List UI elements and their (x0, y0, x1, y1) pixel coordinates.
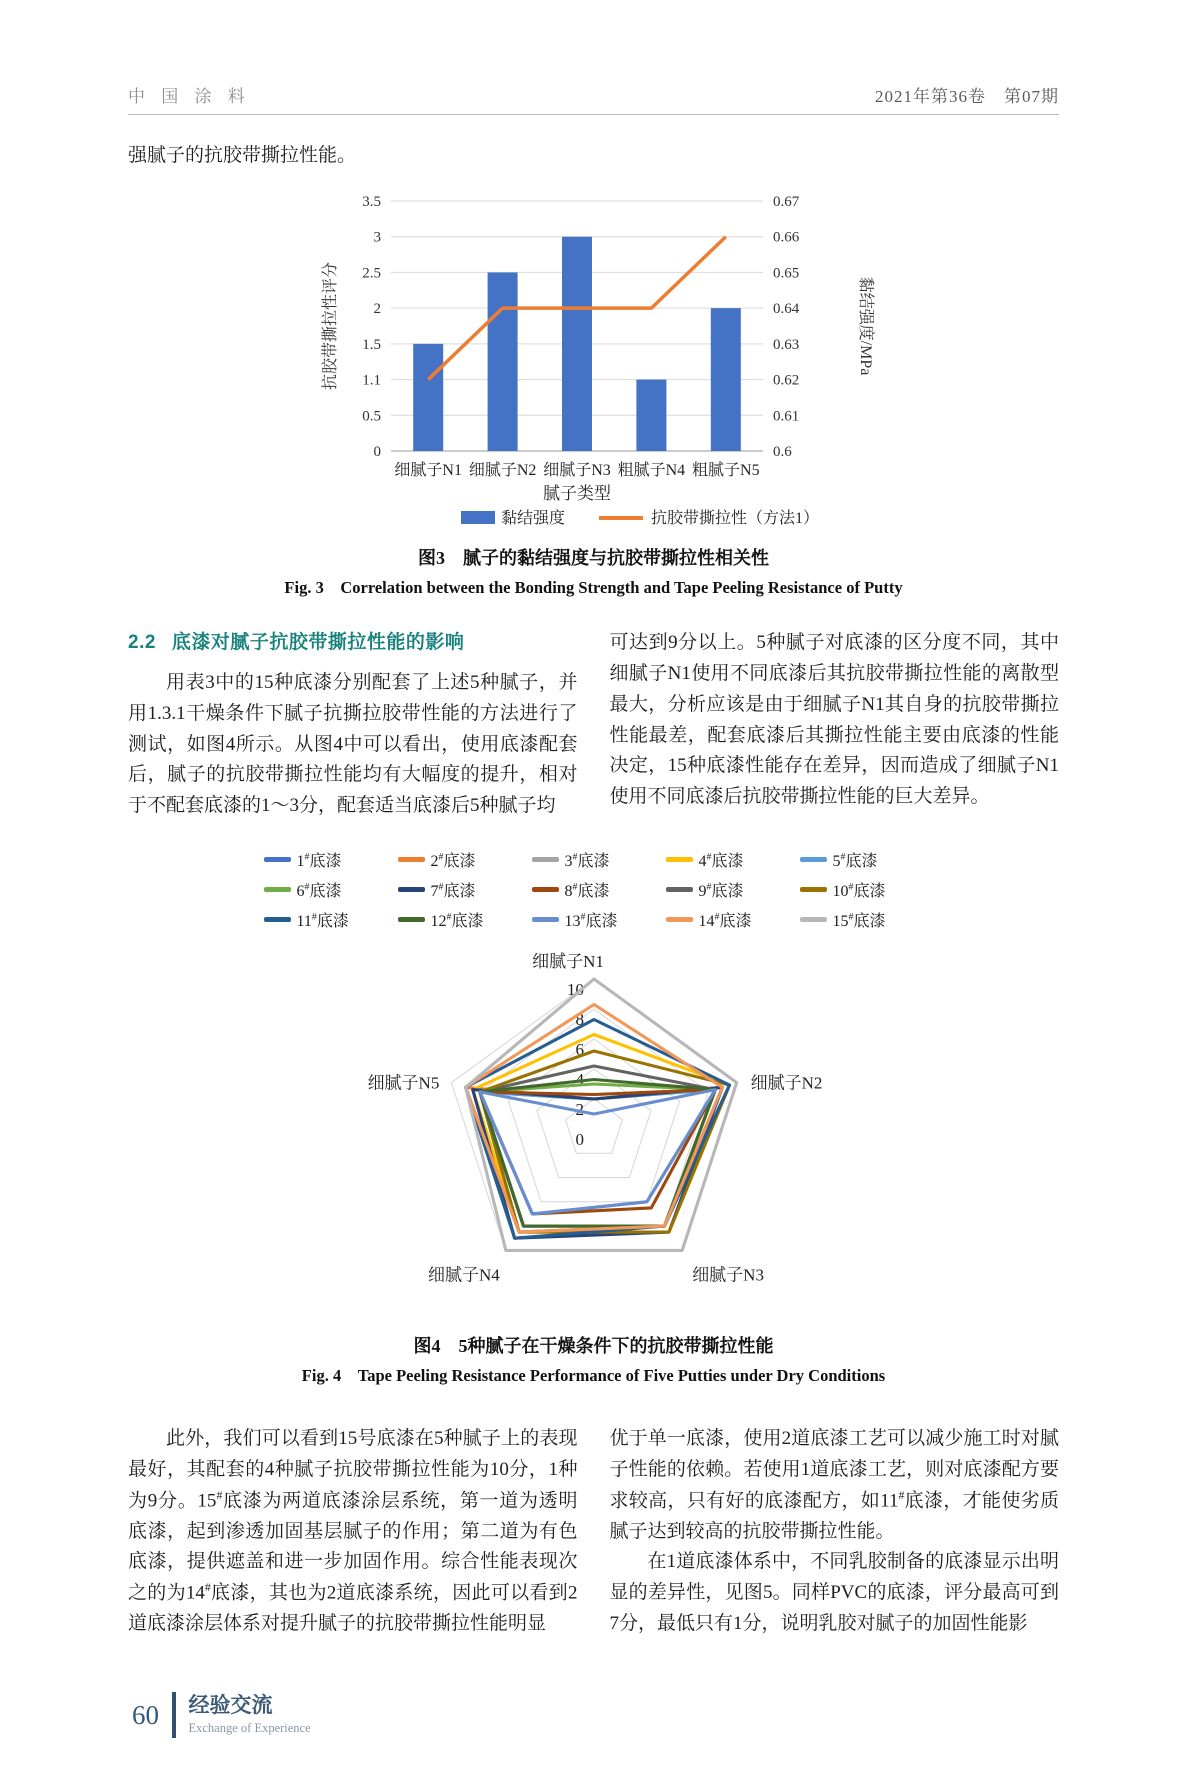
page-footer (132, 1692, 1059, 1738)
bar (636, 380, 666, 451)
fig4-caption-zh: 图4 5种腻子在干燥条件下的抗胶带撕拉性能 (413, 1335, 774, 1356)
legend-bar-label: 黏结强度 (500, 510, 565, 528)
footer-column-block (189, 1694, 311, 1735)
left-axis-tick: 2.5 (361, 265, 381, 282)
legend-swatch (532, 857, 559, 862)
legend-item-3 (532, 848, 656, 871)
legend-item-1 (264, 848, 388, 871)
legend-swatch (264, 887, 291, 892)
section-2-2-left-column (128, 628, 578, 822)
legend-label: 12#底漆 (430, 911, 484, 930)
left-axis-title: 抗胶带撕拉性评分 (321, 262, 339, 391)
legend-label: 8#底漆 (564, 881, 610, 900)
legend-label: 13#底漆 (564, 911, 618, 930)
legend-swatch (264, 917, 291, 922)
legend-item-11 (264, 908, 388, 931)
footer-column-en: Exchange of Experience (188, 1720, 311, 1735)
legend-line-label: 抗胶带撕拉性（方法1） (650, 510, 819, 528)
radar-tick: 8 (575, 1009, 584, 1029)
section-title: 底漆对腻子抗胶带撕拉性能的影响 (171, 632, 465, 654)
legend-swatch (666, 887, 693, 892)
legend-item-10 (800, 878, 924, 901)
discussion-section (128, 1424, 1059, 1640)
legend-label: 10#底漆 (832, 881, 886, 900)
legend-label: 2#底漆 (430, 851, 476, 870)
fig3-caption-en: Fig. 3 Correlation between the Bonding Strength and Tape Peeling Resistance of Putty (284, 578, 903, 598)
x-axis-title: 腻子类型 (542, 484, 611, 504)
right-axis-tick: 0.62 (772, 372, 799, 389)
left-axis-tick: 1.5 (361, 337, 381, 354)
left-axis-tick: 2 (373, 301, 381, 318)
legend-item-15 (800, 908, 924, 931)
left-axis-tick: 1.1 (361, 372, 381, 389)
fig4-legend (264, 848, 924, 931)
radar-category-label: 细腻子N4 (427, 1265, 500, 1285)
section-2-2-right-column (610, 628, 1060, 822)
legend-swatch (800, 917, 827, 922)
left-axis-tick: 0.5 (361, 408, 381, 425)
radar-category-label: 细腻子N5 (367, 1073, 439, 1093)
body-paragraph: 用表3中的15种底漆分别配套了上述5种腻子，并用1.3.1干燥条件下腻子抗撕拉胶带性能的方法进行了测试，如图4所示。从图4中可以看出，使用底漆配套后，腻子的抗胶带撕拉性能均有大幅度的提升，相对于不配套底漆的1～3分，配套适当底漆后5种腻子均 (128, 672, 578, 817)
radar-tick: 2 (575, 1099, 584, 1119)
legend-item-2 (398, 848, 522, 871)
legend-swatch (532, 917, 559, 922)
legend-label: 6#底漆 (296, 881, 342, 900)
radar-category-label: 细腻子N1 (531, 951, 604, 971)
footer-column-zh: 经验交流 (188, 1694, 273, 1718)
legend-swatch (666, 917, 693, 922)
figure-3 (128, 179, 1059, 598)
left-axis-tick: 0 (373, 444, 381, 461)
legend-swatch (398, 887, 425, 892)
legend-swatch (666, 857, 693, 862)
page-number: 60 (132, 1699, 159, 1730)
fig4-svg (284, 933, 904, 1319)
right-axis-tick: 0.64 (772, 301, 799, 318)
legend-item-5 (800, 848, 924, 871)
page-header (128, 82, 1059, 115)
legend-swatch (398, 857, 425, 862)
legend-item-7 (398, 878, 522, 901)
category-label: 细腻子N1 (393, 462, 462, 480)
radar-tick: 4 (575, 1069, 584, 1089)
legend-label: 4#底漆 (698, 851, 744, 870)
right-axis-tick: 0.66 (772, 230, 799, 247)
fig4-radar-chart (284, 933, 904, 1324)
legend-label: 9#底漆 (698, 881, 744, 900)
bar (413, 344, 443, 451)
legend-bar-swatch (461, 511, 495, 524)
legend-label: 14#底漆 (698, 911, 752, 930)
fig4-caption-en: Fig. 4 Tape Peeling Resistance Performance of Five Putties under Dry Conditions (301, 1365, 886, 1385)
body-paragraph: 此外，我们可以看到15号底漆在5种腻子上的表现最好，其配套的4种腻子抗胶带撕拉性能为10分，1种为9分。15#底漆为两道底漆涂层系统，第一道为透明底漆，起到渗透加固基层腻子的作用；第二道为有色底漆，提供遮盖和进一步加固作用。综合性能表现次之的为14#底漆，其也为2道底漆系统，因此可以看到2道底漆涂层体系对提升腻子的抗胶带撕拉性能明显 (128, 1427, 578, 1635)
bar (562, 237, 592, 451)
legend-label: 7#底漆 (430, 881, 476, 900)
left-axis-tick: 3.5 (361, 194, 381, 211)
body-paragraph: 优于单一底漆，使用2道底漆工艺可以减少施工时对腻子性能的依赖。若使用1道底漆工艺，则对底漆配方要求较高，只有好的底漆配方，如11#底漆，才能使劣质腻子达到较高的抗胶带撕拉性能。 (609, 1427, 1059, 1542)
legend-swatch (398, 917, 425, 922)
right-axis-tick: 0.61 (772, 408, 799, 425)
fig3-caption-zh: 图3 腻子的黏结强度与抗胶带撕拉性相关性 (418, 548, 769, 569)
right-axis-tick: 0.63 (772, 337, 799, 354)
issue-info: 2021年第36卷 第07期 (875, 87, 1059, 106)
legend-swatch (532, 887, 559, 892)
legend-item-8 (532, 878, 656, 901)
legend-item-6 (264, 878, 388, 901)
radar-grid (565, 1099, 622, 1153)
footer-divider (172, 1692, 176, 1738)
body-paragraph: 可达到9分以上。5种腻子对底漆的区分度不同，其中细腻子N1使用不同底漆后其抗胶带撕拉性能的离散型最大，分析应该是由于细腻子N1其自身的抗胶带撕拉性能最差，配套底漆后其撕拉性能主要由底漆的性能决定，15种底漆性能存在差异，因而造成了细腻子N1使用不同底漆后抗胶带撕拉性能的巨大差异。 (609, 632, 1059, 808)
legend-swatch (800, 887, 827, 892)
legend-label: 11#底漆 (296, 911, 349, 930)
legend-label: 3#底漆 (564, 851, 610, 870)
section-heading (128, 628, 578, 659)
discussion-left-column (128, 1424, 578, 1640)
legend-item-13 (532, 908, 656, 931)
legend-swatch (264, 857, 291, 862)
figure-4 (128, 848, 1059, 1386)
legend-label: 1#底漆 (296, 851, 342, 870)
right-axis-tick: 0.6 (772, 444, 792, 461)
legend-label: 5#底漆 (832, 851, 878, 870)
radar-category-label: 细腻子N3 (691, 1265, 764, 1285)
bar (710, 309, 740, 452)
right-axis-title: 黏结强度/MPa (856, 277, 874, 376)
category-label: 粗腻子N4 (617, 462, 685, 480)
fig3-svg (311, 179, 877, 531)
right-axis-tick: 0.65 (772, 265, 799, 282)
category-label: 细腻子N2 (468, 462, 536, 480)
category-label: 细腻子N3 (542, 462, 611, 480)
journal-name: 中 国 涂 料 (128, 87, 251, 106)
category-label: 粗腻子N5 (691, 462, 760, 480)
section-number: 2.2 (128, 632, 156, 654)
legend-item-14 (666, 908, 790, 931)
legend-item-9 (666, 878, 790, 901)
fig3-bar-line-chart (311, 179, 877, 536)
legend-swatch (800, 857, 827, 862)
legend-item-4 (666, 848, 790, 871)
section-2-2 (128, 628, 1059, 822)
intro-paragraph: 强腻子的抗胶带撕拉性能。 (128, 145, 357, 166)
radar-tick: 10 (566, 979, 584, 999)
bar (487, 273, 517, 452)
body-paragraph: 在1道底漆体系中，不同乳胶制备的底漆显示出明显的差异性，见图5。同样PVC的底漆，评分最高可到7分，最低只有1分，说明乳胶对腻子的加固性能影 (609, 1551, 1059, 1634)
radar-tick: 0 (575, 1129, 584, 1149)
discussion-right-column (610, 1424, 1060, 1640)
legend-label: 15#底漆 (832, 911, 886, 930)
radar-tick: 6 (575, 1039, 584, 1059)
right-axis-tick: 0.67 (772, 194, 799, 211)
legend-item-12 (398, 908, 522, 931)
radar-category-label: 细腻子N2 (750, 1073, 822, 1093)
left-axis-tick: 3 (373, 230, 381, 247)
